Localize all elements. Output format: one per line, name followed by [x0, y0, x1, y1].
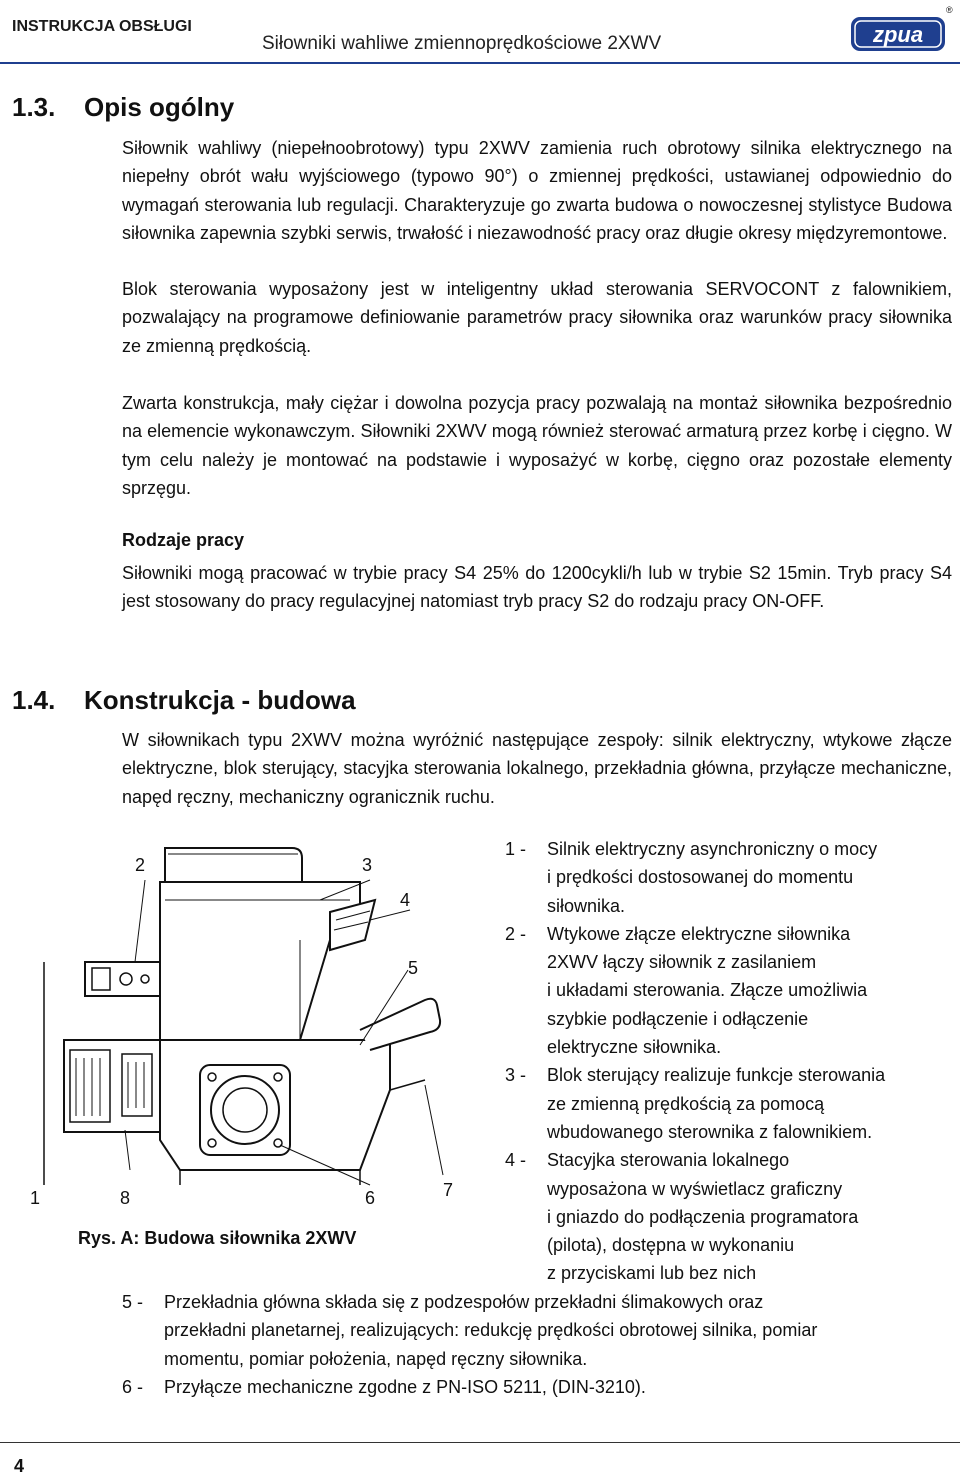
paragraph-assemblies: W siłownikach typu 2XWV można wyróżnić następujące zespoły: silnik elektryczny, wtykowe złącze elektryczne, blok sterujący, stacyjka sterowania lokalnego, przekładnia główna, przyłącze mechaniczne, napęd ręczny, mechaniczny ogranicznik ruchu. [122, 730, 952, 807]
component-legend-wide [122, 1288, 952, 1401]
legend-line: Stacyjka sterowania lokalnego [547, 1150, 790, 1171]
section-title: Konstrukcja - budowa [84, 685, 356, 715]
legend-line: 2XWV łączy siłownik z zasilaniem [547, 952, 817, 973]
logo-text: zpua [872, 22, 924, 47]
paragraph-description: Siłownik wahliwy (niepełnoobrotowy) typu 2XWV zamienia ruch obrotowy silnika elektrycznego na niepełny obrót wału wyjściowego (typowo 90°) o zmiennej prędkości, ustawianej odpowiednio do wymagań sterowania lub regulacji. Charakteryzuje go zwarta budowa o nowoczesnej stylistyce Budowa siłownika zapewnia szybki serwis, trwałość i niezawodność pracy oraz długie okresy międzyremontowe. [122, 138, 952, 243]
legend-line: i gniazdo do podłączenia programatora [547, 1206, 859, 1227]
manual-label: INSTRUKCJA OBSŁUGI [12, 18, 192, 35]
legend-line: momentu, pomiar położenia, napęd ręczny siłownika. [164, 1348, 588, 1369]
component-legend [505, 835, 955, 1288]
subheading-work-modes: Rodzaje pracy [122, 530, 245, 550]
legend-line: przekładni planetarnej, realizujących: redukcję prędkości obrotowej silnika, pomiar [164, 1320, 818, 1341]
section-number: 1.4. [12, 685, 56, 715]
legend-line: ze zmienną prędkością za pomocą [547, 1093, 825, 1114]
legend-number: 6 - [122, 1376, 144, 1397]
callout-4: 4 [400, 890, 411, 910]
company-logo [849, 14, 947, 54]
legend-item-4 [505, 1146, 955, 1287]
paragraph-work-modes: Siłowniki mogą pracować w trybie pracy S4 25% do 1200cykli/h lub w trybie S2 15min. Tryb pracy S4 jest stosowany do pracy regulacyjnej natomiast tryb pracy S2 do rodzaju pracy ON-OFF. [122, 563, 952, 612]
callout-7: 7 [443, 1180, 454, 1200]
legend-line: Przyłącze mechaniczne zgodne z PN-ISO 5211, (DIN-3210). [164, 1376, 646, 1397]
footer-rule [0, 1442, 960, 1443]
legend-line: szybkie podłączenie i odłączenie [547, 1008, 809, 1029]
callout-2: 2 [135, 855, 146, 875]
callout-6: 6 [365, 1188, 376, 1208]
legend-number: 5 - [122, 1292, 144, 1312]
legend-line: Wtykowe złącze elektryczne siłownika [547, 923, 851, 944]
figure-caption: Rys. A: Budowa siłownika 2XWV [78, 1228, 357, 1248]
paragraph-construction: Zwarta konstrukcja, mały ciężar i dowolna pozycja pracy pozwalają na montaż siłownika bezpośrednio na elemencie wykonawczym. Siłowniki 2XWV mogą również sterować armaturą przez korbę i cięgno. W tym celu należy je montować na podstawie i wyposażyć w korbę, cięgno oraz pozostałe elementy sprzęgu. [122, 393, 952, 498]
legend-number: 2 - [505, 923, 527, 944]
section-title: Opis ogólny [84, 92, 235, 122]
legend-line: Blok sterujący realizuje funkcje sterowania [547, 1065, 886, 1086]
page-number: 4 [14, 1456, 25, 1476]
legend-item-5 [122, 1288, 952, 1373]
legend-line: i układami sterowania. Złącze umożliwia [547, 980, 868, 1001]
registered-mark: ® [946, 5, 953, 15]
callout-3: 3 [362, 855, 373, 875]
legend-number: 3 - [505, 1065, 527, 1086]
legend-item-2 [505, 920, 955, 1061]
legend-line: (pilota), dostępna w wykonaniu [547, 1235, 795, 1256]
legend-item-3 [505, 1061, 955, 1146]
section-number: 1.3. [12, 92, 56, 122]
legend-line: elektryczne siłownika. [547, 1037, 722, 1058]
legend-line: Silnik elektryczny asynchroniczny o mocy [547, 839, 878, 859]
legend-line: z przyciskami lub bez nich [547, 1263, 757, 1284]
paragraph-control-block: Blok sterowania wyposażony jest w inteligentny układ sterowania SERVOCONT z falownikiem, pozwalający na programowe definiowanie parametrów pracy siłownika oraz warunków pracy siłownika ze zmienną prędkością. [122, 279, 952, 356]
legend-item-1 [505, 835, 955, 920]
legend-line: Przekładnia główna składa się z podzespołów przekładni ślimakowych oraz [164, 1292, 764, 1312]
legend-line: wbudowanego sterownika z falownikiem. [547, 1121, 873, 1142]
legend-line: i prędkości dostosowanej do momentu [547, 867, 854, 888]
header-rule [0, 62, 960, 64]
callout-1: 1 [30, 1188, 41, 1208]
callout-5: 5 [408, 958, 419, 978]
document-title: Siłowniki wahliwe zmiennoprędkościowe 2XWV [262, 33, 662, 54]
legend-line: wyposażona w wyświetlacz graficzny [547, 1178, 843, 1199]
legend-number: 1 - [505, 839, 527, 859]
legend-line: siłownika. [547, 895, 626, 916]
legend-number: 4 - [505, 1150, 527, 1171]
callout-8: 8 [120, 1188, 131, 1208]
legend-item-6 [122, 1373, 952, 1401]
